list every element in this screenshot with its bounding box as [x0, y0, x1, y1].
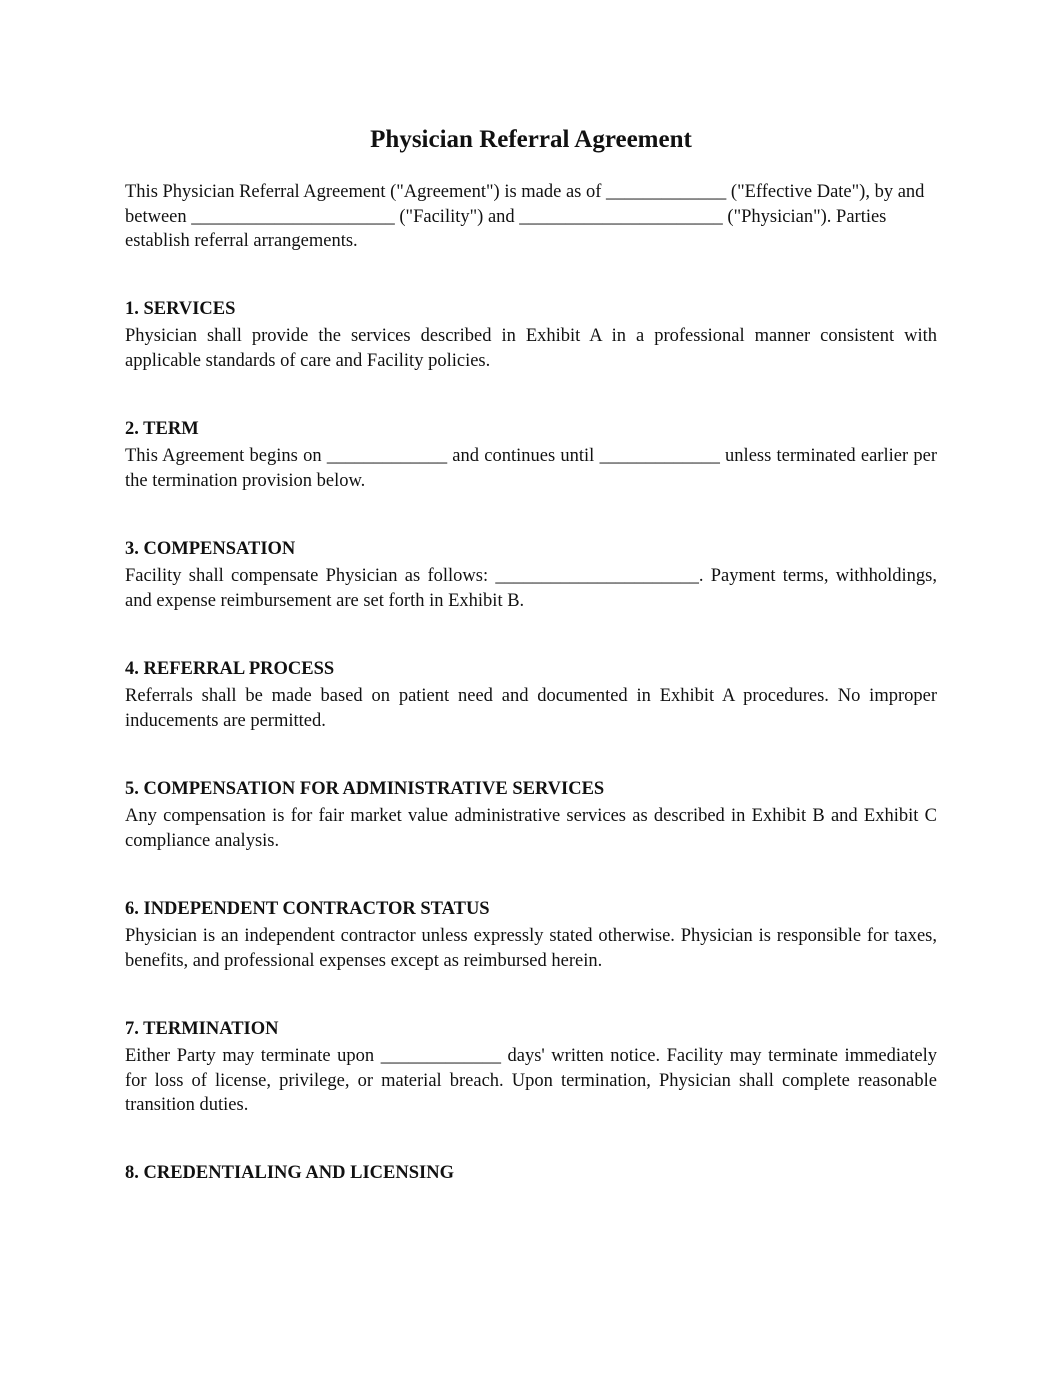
section-heading: 4. REFERRAL PROCESS	[125, 659, 335, 679]
section-termination	[125, 1017, 937, 1118]
section-heading: 2. TERM	[125, 419, 199, 439]
section-compensation	[125, 537, 937, 613]
section-body: Either Party may terminate upon _____________ days' written notice. Facility may terminate immediately for loss of license, privilege, or material breach. Upon termination, Physician shall complete reasonable transition duties.	[125, 1046, 937, 1115]
section-body: Facility shall compensate Physician as follows: ______________________. Payment terms, withholdings, and expense reimbursement are set forth in Exhibit B.	[125, 566, 937, 611]
section-heading: 5. COMPENSATION FOR ADMINISTRATIVE SERVICES	[125, 779, 605, 799]
section-body: Referrals shall be made based on patient need and documented in Exhibit A procedures. No improper inducements are permitted.	[125, 686, 937, 731]
section-services	[125, 297, 937, 373]
document-title: Physician Referral Agreement	[370, 126, 692, 153]
section-body: Physician is an independent contractor unless expressly stated otherwise. Physician is responsible for taxes, benefits, and professional expenses except as reimbursed herein.	[125, 926, 937, 971]
section-heading: 8. CREDENTIALING AND LICENSING	[125, 1163, 454, 1183]
section-heading: 3. COMPENSATION	[125, 539, 296, 559]
section-heading: 1. SERVICES	[125, 299, 236, 319]
section-term	[125, 417, 937, 493]
section-heading: 6. INDEPENDENT CONTRACTOR STATUS	[125, 899, 490, 919]
section-heading: 7. TERMINATION	[125, 1019, 279, 1039]
section-body: Physician shall provide the services described in Exhibit A in a professional manner consistent with applicable standards of care and Facility policies.	[125, 326, 937, 371]
intro-paragraph: This Physician Referral Agreement ("Agreement") is made as of _____________ ("Effective Date"), by and between ______________________ ("Facility") and ______________________ ("Physician"). Parties establish referral arrangements.	[125, 182, 925, 251]
section-body: This Agreement begins on _____________ and continues until _____________ unless terminated earlier per the termination provision below.	[125, 446, 937, 491]
section-body: Any compensation is for fair market value administrative services as described in Exhibit B and Exhibit C compliance analysis.	[125, 806, 937, 851]
section-independent-contractor	[125, 897, 937, 973]
section-credentialing	[125, 1161, 937, 1185]
section-referral-process	[125, 657, 937, 733]
section-administrative-compensation	[125, 777, 937, 853]
